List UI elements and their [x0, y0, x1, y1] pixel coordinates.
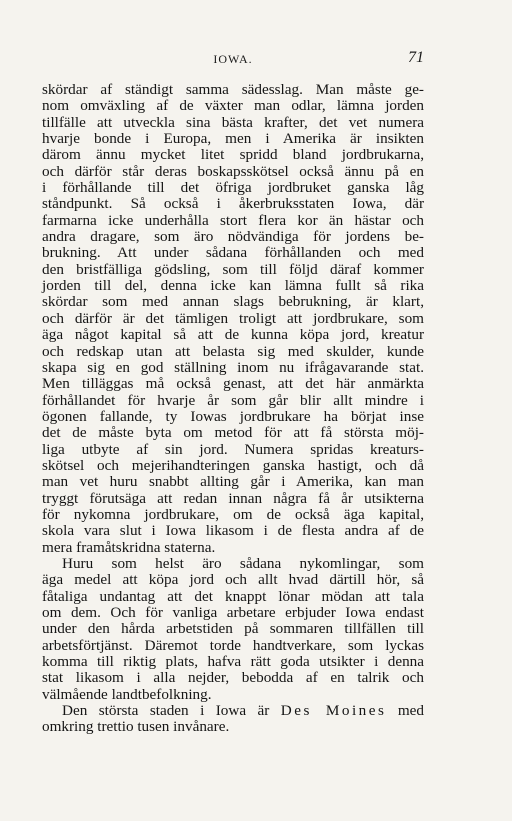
emphasized-name: Des Moines [280, 702, 387, 720]
body-text [42, 82, 424, 736]
text-line: förhållandet för hvarje år som går blir allt mindre i [42, 391, 424, 409]
text-line: andra dragare, som äro nödvändiga för jordens be- [42, 228, 424, 246]
page-number: 71 [408, 49, 424, 66]
text-line: fåtaliga undantag att det knappt lönar mödan att tala [42, 587, 424, 605]
text-line: Huru som helst äro sådana nykomlingar, som [62, 554, 424, 572]
text-line: om dem. Och för vanliga arbetare erbjuder Iowa endast [42, 604, 424, 621]
text-line: i förhållande till det öfriga jordbruket ganska låg [42, 179, 424, 197]
text-line: hvarje bonde i Europa, men i Amerika är insikten [42, 130, 424, 148]
text-line: arbetsförtjänst. Däremot torde handtverkare, som lyckas [42, 636, 424, 654]
text-line-des-moines [42, 703, 424, 719]
text-fragment: med [386, 702, 424, 720]
text-line: brukning. Att under sådana förhållanden och med [42, 244, 424, 262]
text-line: ögonen fallande, ty Iowas jordbrukare ha börjat inse [42, 407, 424, 425]
text-line: och redskap utan att belasta sig med skulder, kunde [42, 342, 424, 360]
text-line: nom omväxling af de växter man odlar, lämna jorden [42, 97, 424, 115]
text-line: skördar af ständigt samma sädesslag. Man måste ge- [42, 81, 424, 98]
text-line: äga något kapital så att de kunna köpa jord, kreatur [42, 326, 424, 344]
text-line: det de måste byta om metod för att få största möj- [42, 424, 424, 442]
text-line: och därför står deras boskapsskötsel också ännu på en [42, 162, 424, 180]
text-line: skördar som med annan slags bebrukning, är klart, [42, 293, 424, 311]
text-line: Men tilläggas må också genast, att det här anmärkta [42, 375, 424, 393]
text-line: man vet huru snabbt allting går i Amerika, kan man [42, 473, 424, 491]
text-line: skola vara slut i Iowa likasom i de flesta andra af de [42, 522, 424, 540]
running-title: IOWA. [213, 52, 253, 66]
text-line: jorden till del, denna icke kan lämna fullt så rika [42, 277, 424, 295]
text-line: den bristfälliga gödsling, som till följd däraf kommer [42, 260, 424, 278]
text-line: tillfälle att utveckla sina bästa krafter, det vet numera [42, 113, 424, 131]
text-line: tryggt förutsäga att redan innan några få år utsikterna [42, 489, 424, 507]
text-line: farmarna icke underhålla stort flera kor än hästar och [42, 211, 424, 229]
text-line: omkring trettio tusen invånare. [42, 718, 230, 736]
text-line: komma till riktig plats, hafva rätt goda utsikter i denna [42, 653, 424, 671]
text-line: för nykomna jordbrukare, om de också äga kapital, [42, 505, 424, 523]
text-line: skapa sig en god ställning inom nu ifrågavarande stat. [42, 358, 424, 376]
text-line: under den hårda arbetstiden på sommaren tillfällen till [42, 620, 424, 638]
text-line: äga medel att köpa jord och allt hvad därtill hör, så [42, 571, 424, 589]
text-line: välmående landtbefolkning. [42, 685, 212, 703]
text-line: och därför är det tämligen troligt att jordbrukare, som [42, 309, 424, 327]
text-line: ståndpunkt. Så också i åkerbruksstaten Iowa, där [42, 195, 424, 213]
text-line: stat likasom i alla nejder, bebodda af en talrik och [42, 669, 424, 687]
running-head [42, 50, 424, 70]
text-line: mera framåtskridna staterna. [42, 538, 216, 556]
text-fragment: Den största staden i Iowa är [62, 702, 281, 720]
text-line: därom ännu mycket litet spridd bland jordbrukarna, [42, 146, 424, 164]
text-line: skötsel och mejerihandteringen ganska hastigt, och då [42, 456, 424, 474]
text-line: liga utbyte af sin jord. Numera spridas kreaturs- [42, 440, 424, 458]
